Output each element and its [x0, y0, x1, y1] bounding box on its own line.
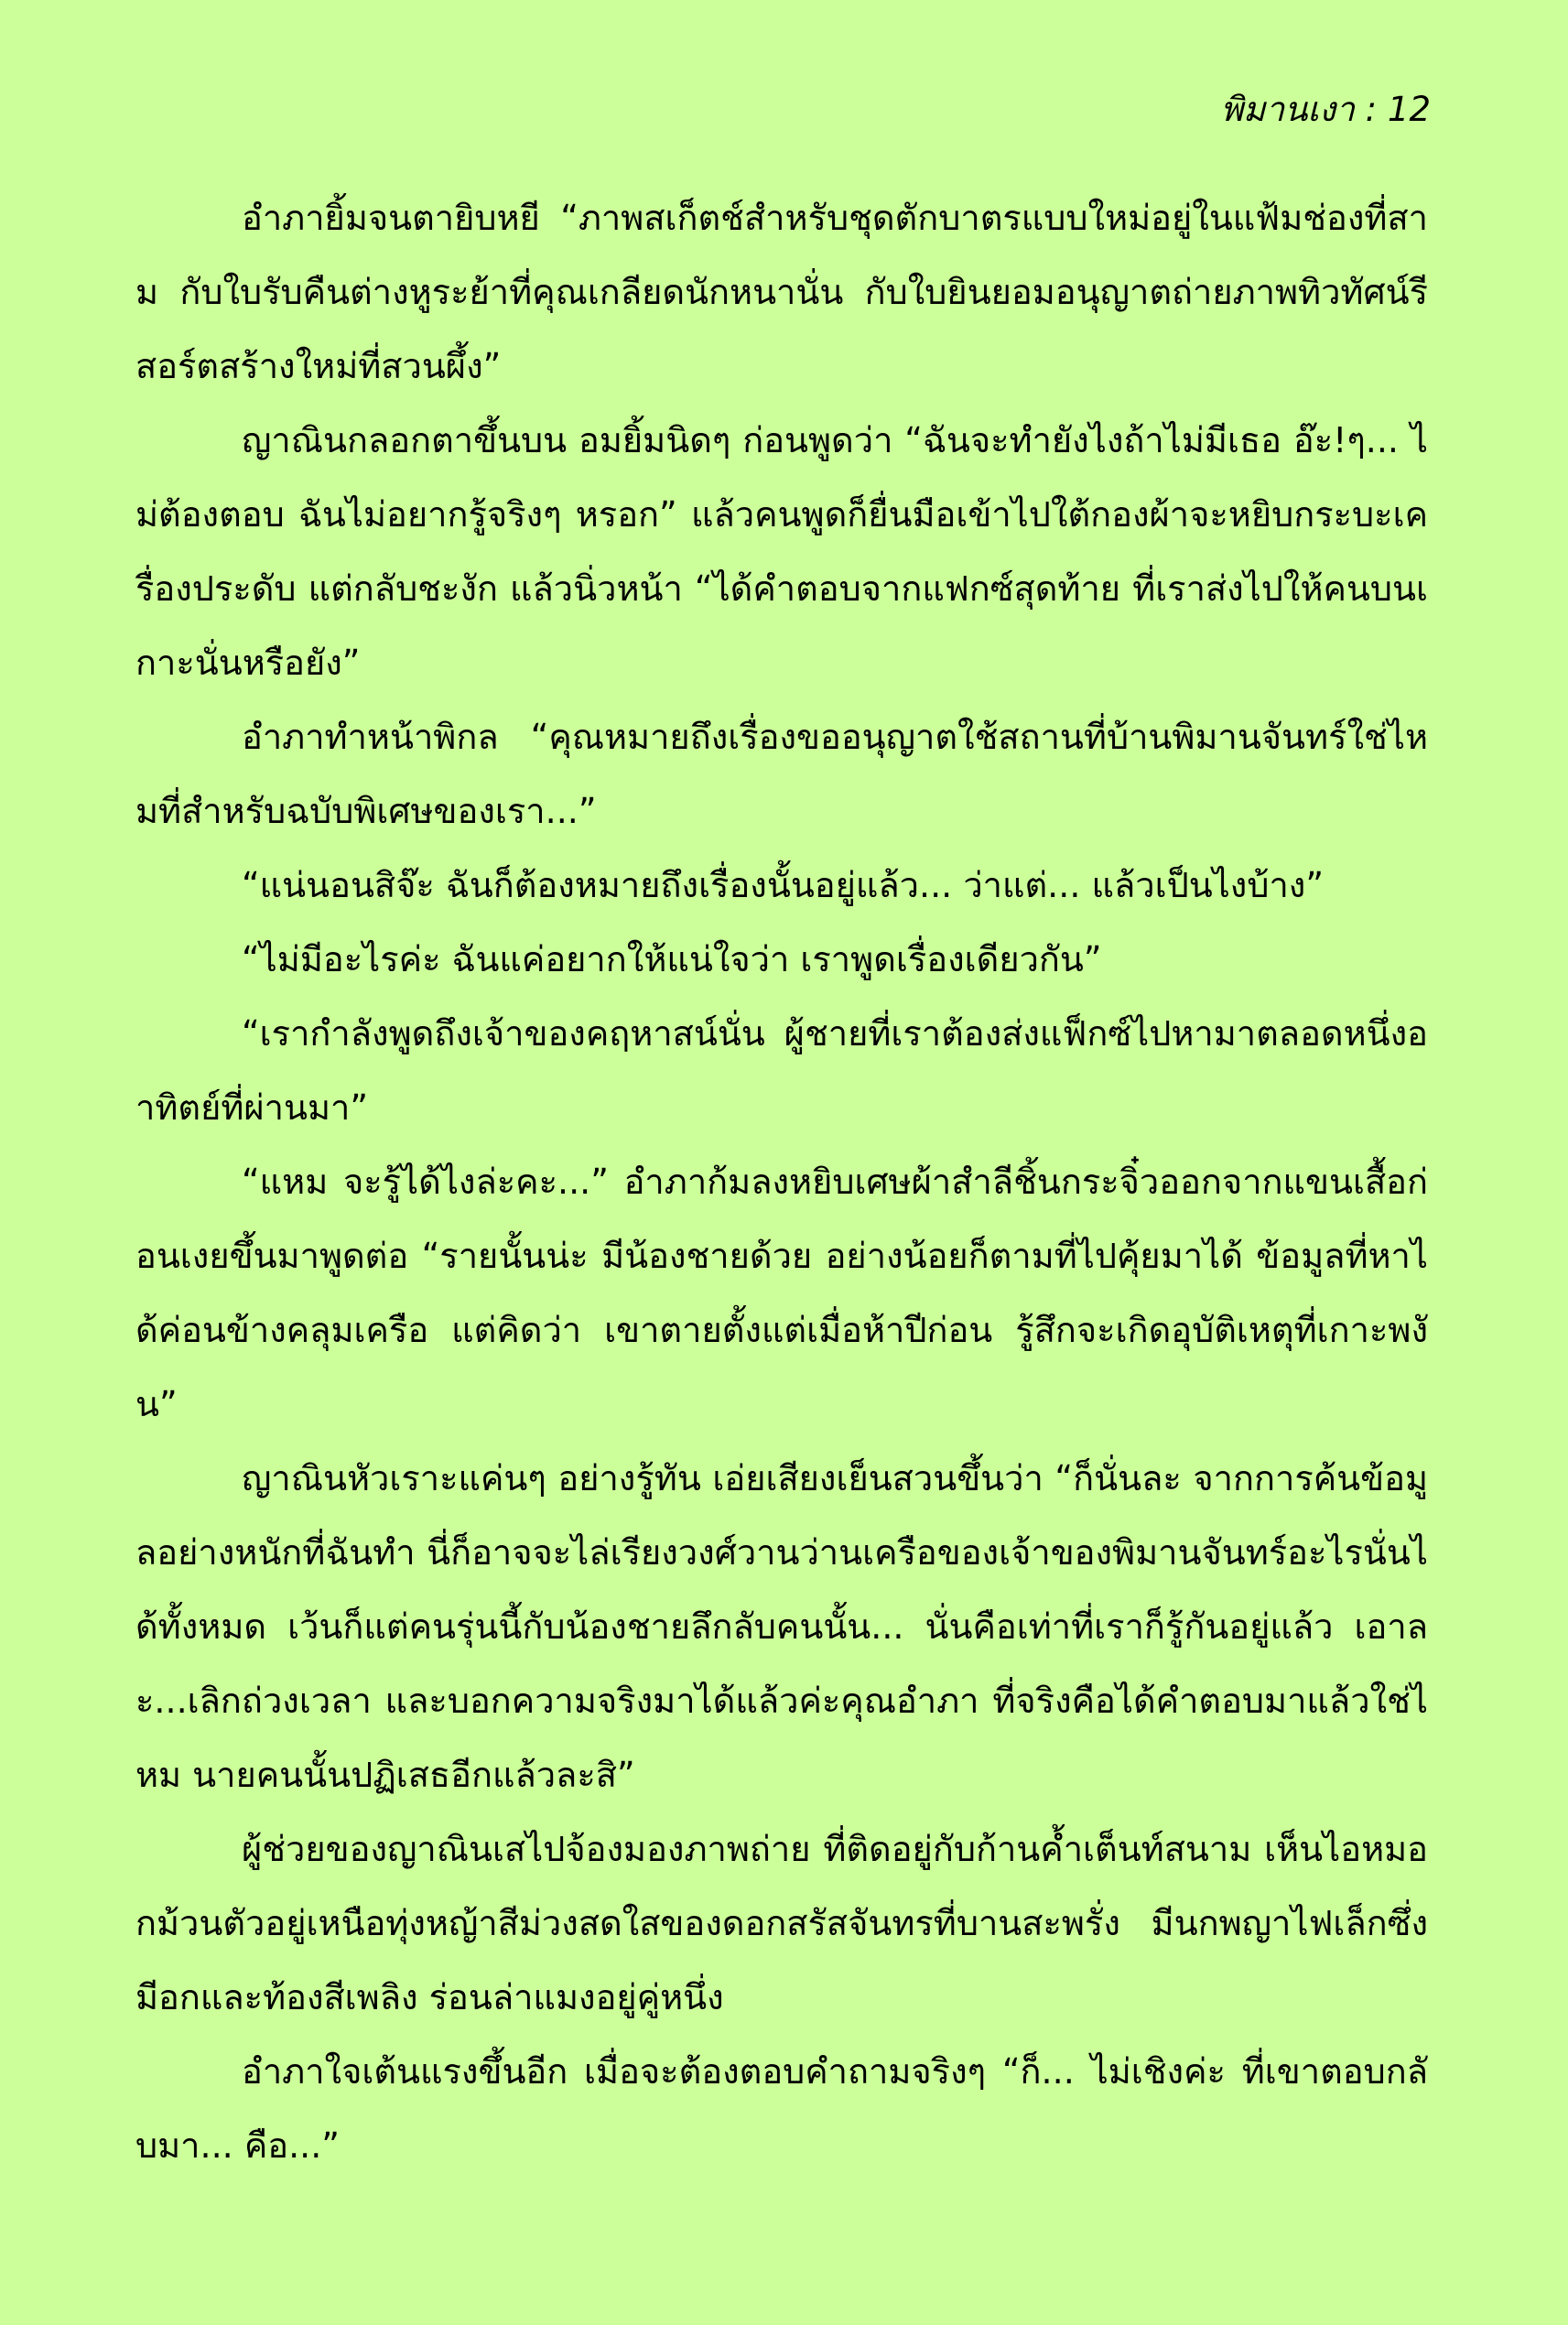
paragraph: “แน่นอนสิจ๊ะ ฉันก็ต้องหมายถึงเรื่องนั้นอยู่แล้ว... ว่าแต่... แล้วเป็นไงบ้าง” [242, 865, 1325, 905]
paragraph: อำภายิ้มจนตายิบหยี “ภาพสเก็ตช์สำหรับชุดตักบาตรแบบใหม่อยู่ในแฟ้มช่องที่สาม กับใบรับคืนต่างหูระย้าที่คุณเกลียดนักหนานั่น กับใบยินยอมอนุญาตถ่ายภาพทิวทัศน์รีสอร์ตสร้างใหม่ที่สวนผึ้ง” [135, 198, 1428, 386]
book-title: พิมานเงา [1220, 90, 1355, 129]
paragraph: อำภาใจเต้นแรงขึ้นอีก เมื่อจะต้องตอบคำถามจริงๆ “ก็... ไม่เชิงค่ะ ที่เขาตอบกลับมา... คือ...” [135, 2051, 1428, 2166]
paragraph: ผู้ช่วยของญาณินเสไปจ้องมองภาพถ่าย ที่ติดอยู่กับก้านค้ำเต็นท์สนาม เห็นไอหมอกม้วนตัวอยู่เหนือทุ่งหญ้าสีม่วงสดใสของดอกสรัสจันทรที่บานสะพรั่ง มีนกพญาไฟเล็กซึ่งมีอกและท้องสีเพลิง ร่อนล่าแมงอยู่คู่หนึ่ง [135, 1829, 1428, 2017]
running-header [1221, 82, 1431, 136]
header-separator: : [1365, 90, 1378, 129]
paragraph: อำภาทำหน้าพิกล “คุณหมายถึงเรื่องขออนุญาตใช้สถานที่บ้านพิมานจันทร์ใช่ไหมที่สำหรับฉบับพิเศษของเรา...” [135, 717, 1428, 831]
paragraph: “ไม่มีอะไรค่ะ ฉันแค่อยากให้แน่ใจว่า เราพูดเรื่องเดียวกัน” [242, 939, 1102, 979]
paragraph: ญาณินหัวเราะแค่นๆ อย่างรู้ทัน เอ่ยเสียงเย็นสวนขึ้นว่า “ก็นั่นละ จากการค้นข้อมูลอย่างหนักที่ฉันทำ นี่ก็อาจจะไล่เรียงวงศ์วานว่านเครือของเจ้าของพิมานจันทร์อะไรนั่นได้ทั้งหมด เว้นก็แต่คนรุ่นนี้กับน้องชายลึกลับคนนั้น... นั่นคือเท่าที่เราก็รู้กันอยู่แล้ว เอาละ...เลิกถ่วงเวลา และบอกความจริงมาได้แล้วค่ะคุณอำภา ที่จริงคือได้คำตอบมาแล้วใช่ไหม นายคนนั้นปฏิเสธอีกแล้วละสิ” [135, 1458, 1428, 1795]
paragraph: “แหม จะรู้ได้ไงล่ะคะ...” อำภาก้มลงหยิบเศษผ้าสำลีชิ้นกระจิ๋วออกจากแขนเสื้อก่อนเงยขึ้นมาพูดต่อ “รายนั้นน่ะ มีน้องชายด้วย อย่างน้อยก็ตามที่ไปคุ้ยมาได้ ข้อมูลที่หาได้ค่อนข้างคลุมเครือ แต่คิดว่า เขาตายตั้งแต่เมื่อห้าปีก่อน รู้สึกจะเกิดอุบัติเหตุที่เกาะพงัน” [135, 1162, 1428, 1424]
body-text [135, 181, 1428, 2183]
paragraph: ญาณินกลอกตาขึ้นบน อมยิ้มนิดๆ ก่อนพูดว่า “ฉันจะทำยังไงถ้าไม่มีเธอ อ๊ะ!ๆ... ไม่ต้องตอบ ฉันไม่อยากรู้จริงๆ หรอก” แล้วคนพูดก็ยื่นมือเข้าไปใต้กองผ้าจะหยิบกระบะเครื่องประดับ แต่กลับชะงัก แล้วนิ่วหน้า “ได้คำตอบจากแฟกซ์สุดท้าย ที่เราส่งไปให้คนบนเกาะนั่นหรือยัง” [135, 420, 1428, 683]
paragraph: “เรากำลังพูดถึงเจ้าของคฤหาสน์นั่น ผู้ชายที่เราต้องส่งแฟ็กซ์ไปหามาตลอดหนึ่งอาทิตย์ที่ผ่านมา” [135, 1013, 1428, 1128]
page-number: 12 [1387, 90, 1431, 129]
